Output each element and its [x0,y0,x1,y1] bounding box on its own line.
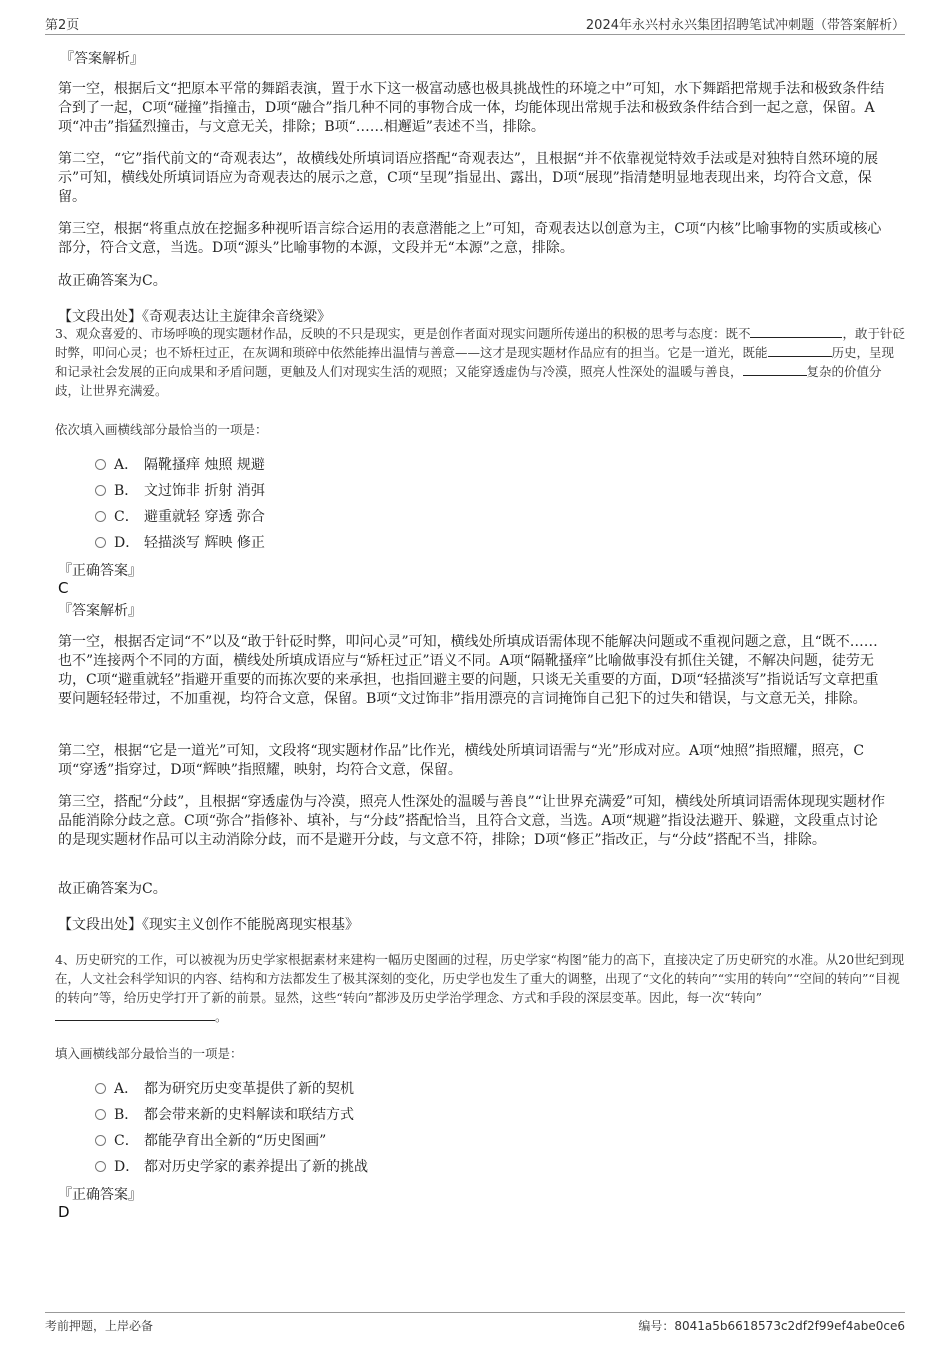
option-d[interactable]: D． 都对历史学家的素养提出了新的挑战 [95,1156,368,1176]
radio-icon[interactable] [95,1161,106,1172]
option-c[interactable]: C． 避重就轻 穿透 弥合 [95,506,265,526]
radio-icon[interactable] [95,537,106,548]
option-d[interactable]: D． 轻描淡写 辉映 修正 [95,532,265,552]
document-title: 2024年永兴村永兴集团招聘笔试冲刺题（带答案解析） [585,18,905,33]
conclusion: 故正确答案为C。 [58,881,167,897]
radio-icon[interactable] [95,1135,106,1146]
radio-icon[interactable] [95,459,106,470]
option-a[interactable]: A． 都为研究历史变革提供了新的契机 [95,1078,354,1098]
correct-answer: D [58,1203,70,1221]
answer-label: 『正确答案』 [58,563,142,579]
radio-icon[interactable] [95,511,106,522]
analysis-paragraph: 第三空，搭配“分歧”，且根据“穿透虚伪与冷漠，照亮人性深处的温暖与善良”“让世界充满爱”可知，横线处所填词语需体现现实题材作品能消除分歧之意。C项“弥合”指修补、填补，与“分歧”搭配恰当，且符合文意，当选。A项“规避”指设法避开、躲避，文段重点讨论的是现实题材作品可以主动消除分歧，而不是避开分歧，与文意不符，排除；D项“修正”指改正，与“分歧”搭配不当，排除。 [58,794,885,848]
correct-answer: C [58,579,69,597]
question-stem [55,950,905,1026]
question-text: 历史，呈现和记录社会发展的正向成果和矛盾问题，更触及人们对现实生活的观照；又能穿透虚伪与冷漠，照亮人性深处的温暖与善良， [55,345,895,379]
question-prompt: 填入画横线部分最恰当的一项是： [55,1046,243,1061]
analysis-paragraph: 第一空，根据后文“把原本平常的舞蹈表演，置于水下这一极富动感也极具挑战性的环境之中”可知，水下舞蹈把常规手法和极致条件结合到了一起，C项“碰撞”指撞击，D项“融合”指几种不同的事物合成一体，均能体现出常规手法和极致条件结合到一起之意，保留。A项“冲击”指猛烈撞击，与文意无关，排除；B项“……相邂逅”表述不当，排除。 [58,81,885,135]
question-text: 4、历史研究的工作，可以被视为历史学家根据素材来建构一幅历史图画的过程，历史学家“构图”能力的高下，直接决定了历史研究的水准。从20世纪到现在，人文社会科学知识的内容、结构和方法都发生了极其深刻的变化，历史学也发生了重大的调整，出现了“文化的转向”“实用的转向”“空间的转向”“目视的转向”等，给历史学打开了新的前景。显然，这些“转向”都涉及历史学治学理念、方式和手段的深层变革。因此，每一次“转向” [55,952,905,1005]
page-header [45,12,905,35]
question-text: 。 [215,1009,228,1024]
option-c[interactable]: C． 都能孕育出全新的“历史图画” [95,1130,326,1150]
fill-blank [55,1008,215,1021]
option-b[interactable]: B． 文过饰非 折射 消弭 [95,480,265,500]
question-text: 3、观众喜爱的、市场呼唤的现实题材作品，反映的不只是现实，更是创作者面对现实问题所传递出的积极的思考与态度：既不 [55,326,751,341]
source-citation: 【文段出处】《奇观表达让主旋律余音绕梁》 [58,309,331,325]
option-b[interactable]: B． 都会带来新的史料解读和联结方式 [95,1104,354,1124]
question-text: ，敢于针砭时弊，叩问心灵；也不矫枉过正，在灰调和琐碎中依然能捧出温情与善意——这才是现实题材作品应有的担当。它是一道光，既能 [55,326,905,360]
question-stem [55,324,905,400]
analysis-paragraph: 第三空，根据“将重点放在挖掘多种视听语言综合运用的表意潜能之上”可知，奇观表达以创意为主，C项“内核”比喻事物的实质或核心部分，符合文意，当选。D项“源头”比喻事物的本源，文段并无“本源”之意，排除。 [58,221,882,256]
analysis-label: 『答案解析』 [60,51,144,67]
fill-blank [750,325,842,338]
question-prompt: 依次填入画横线部分最恰当的一项是： [55,422,268,437]
conclusion: 故正确答案为C。 [58,273,167,289]
analysis-paragraph: 第二空，根据“它是一道光”可知，文段将“现实题材作品”比作光，横线处所填词语需与“光”形成对应。A项“烛照”指照耀，照亮，C项“穿透”指穿过，D项“辉映”指照耀，映射，均符合文意，保留。 [58,743,865,778]
radio-icon[interactable] [95,485,106,496]
option-a[interactable]: A． 隔靴搔痒 烛照 规避 [95,454,265,474]
answer-label: 『正确答案』 [58,1187,142,1203]
source-citation: 【文段出处】《现实主义创作不能脱离现实根基》 [58,917,359,933]
page-footer [45,1312,905,1335]
radio-icon[interactable] [95,1083,106,1094]
fill-blank [768,344,832,357]
analysis-paragraph: 第一空，根据否定词“不”以及“敢于针砭时弊，叩问心灵”可知，横线处所填成语需体现不能解决问题或不重视问题之意，且“既不……也不”连接两个不同的方面，横线处所填成语应与“矫枉过正”语义不同。A项“隔靴搔痒”比喻做事没有抓住关键，不解决问题，徒劳无功，C项“避重就轻”指避开重要的而拣次要的来承担，也指回避主要的问题，只谈无关重要的方面，D项“轻描淡写”指说话写文章把重要问题轻轻带过，不加重视，均符合文意，保留。B项“文过饰非”指用漂亮的言词掩饰自己犯下的过失和错误，与文意无关，排除。 [58,634,879,707]
fill-blank [743,363,807,376]
question-text: 复杂的价值分歧，让世界充满爱。 [55,364,882,398]
footer-slogan: 考前押题，上岸必备 [45,1319,154,1333]
document-id: 编号：8041a5b6618573c2df2f99ef4abe0ce6 [638,1319,905,1333]
analysis-label: 『答案解析』 [58,603,142,619]
analysis-paragraph: 第二空，“它”指代前文的“奇观表达”，故横线处所填词语应搭配“奇观表达”，且根据“并不依靠视觉特效手法或是对独特自然环境的展示”可知，横线处所填词语应为奇观表达的展示之意，C项“呈现”指显出、露出，D项“展现”指清楚明显地表现出来，均符合文意，保留。 [58,151,879,205]
page-number: 第2页 [45,18,80,33]
radio-icon[interactable] [95,1109,106,1120]
